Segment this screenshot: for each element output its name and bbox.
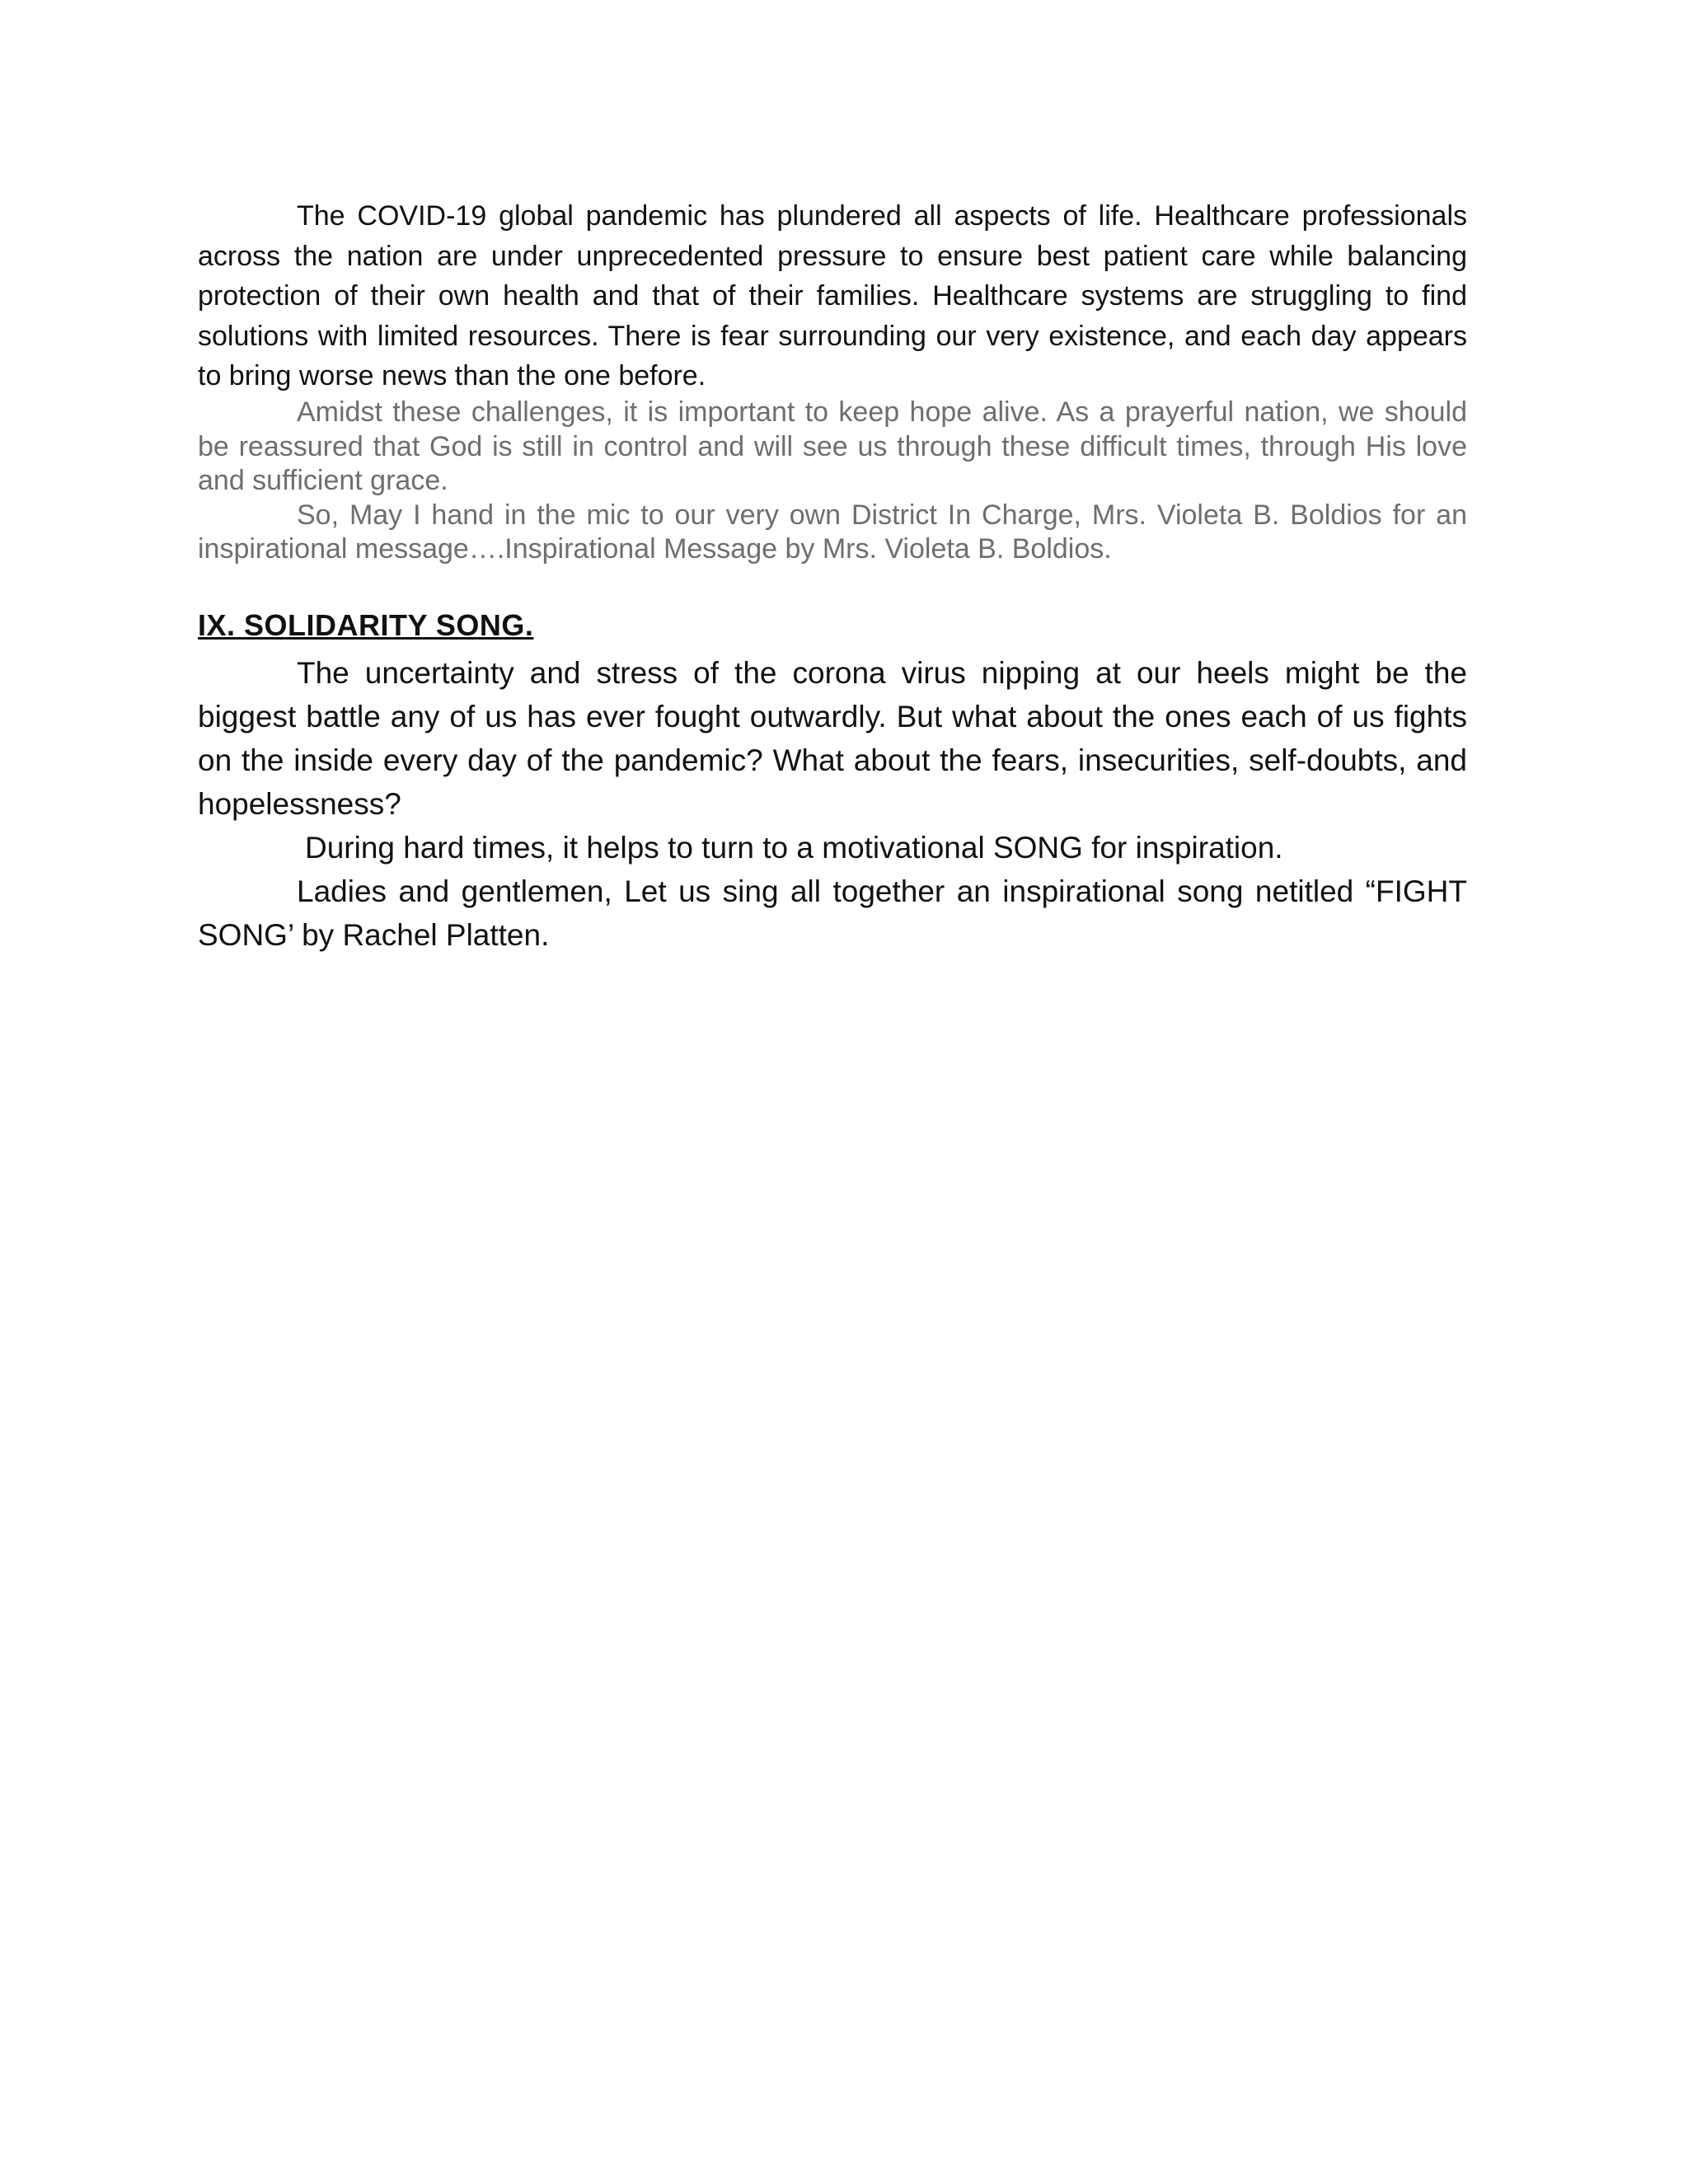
intro-paragraph: The COVID-19 global pandemic has plundered all aspects of life. Healthcare professionals across the nation are under unprecedented pressure to ensure best patient care while balancing protection of their own health and that of their families. Healthcare systems are struggling to find solutions with limited resources. There is fear surrounding our very existence, and each day appears to bring worse news than the one before.	[198, 200, 1467, 391]
gray-section	[198, 396, 1467, 567]
song-section	[198, 651, 1467, 957]
song-paragraph: Ladies and gentlemen, Let us sing all together an inspirational song netitled “FIGHT SONG’ by Rachel Platten.	[198, 874, 1467, 952]
song-paragraph: During hard times, it helps to turn to a motivational SONG for inspiration.	[305, 831, 1283, 865]
intro-section	[198, 196, 1467, 396]
song-paragraph: The uncertainty and stress of the corona virus nipping at our heels might be the biggest battle any of us has ever fought outwardly. But what about the ones each of us fights on the inside every day of the pandemic? What about the fears, insecurities, self-doubts, and hopelessness?	[198, 656, 1467, 821]
mic-paragraph: So, May I hand in the mic to our very own District In Charge, Mrs. Violeta B. Boldios for an inspirational message….Inspirational Message by Mrs. Violeta B. Boldios.	[198, 499, 1467, 565]
section-heading: IX. SOLIDARITY SONG.	[198, 608, 534, 642]
hope-paragraph: Amidst these challenges, it is important to keep hope alive. As a prayerful nation, we should be reassured that God is still in control and will see us through these difficult times, through His love and sufficient grace.	[198, 396, 1467, 496]
